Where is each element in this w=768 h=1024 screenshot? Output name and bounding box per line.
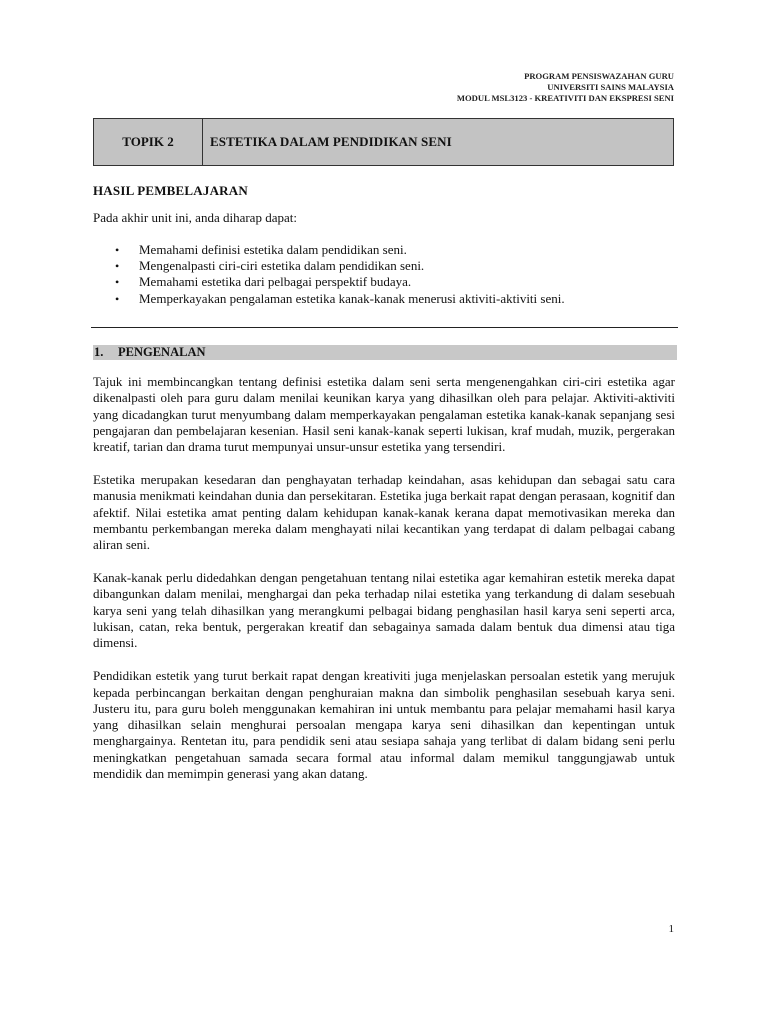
list-item bbox=[93, 258, 675, 274]
bullet-icon: • bbox=[115, 291, 120, 306]
bullet-icon: • bbox=[115, 243, 120, 257]
header-university: UNIVERSITI SAINS MALAYSIA bbox=[547, 82, 674, 92]
topic-label: TOPIK 2 bbox=[94, 119, 203, 165]
list-item bbox=[93, 274, 675, 290]
page-number: 1 bbox=[668, 923, 674, 935]
section-body bbox=[93, 374, 675, 799]
list-item-text: Memperkayakan pengalaman estetika kanak-kanak menerusi aktiviti-aktiviti seni. bbox=[139, 290, 565, 306]
learning-outcomes-list bbox=[93, 242, 675, 307]
header-module: MODUL MSL3123 - KREATIVITI DAN EKSPRESI SENI bbox=[456, 93, 674, 103]
section-title: PENGENALAN bbox=[118, 345, 206, 359]
learning-outcomes-intro: Pada akhir unit ini, anda diharap dapat: bbox=[93, 210, 297, 225]
body-paragraph: Pendidikan estetik yang turut berkait rapat dengan kreativiti juga menjelaskan persoalan estetik yang merujuk kepada perbincangan berkaitan dengan penghuraian makna dan simbolik penghasilan sesebuah karya seni. Justeru itu, para guru boleh menggunakan kemahiran ini untuk membantu para pelajar memahami hasil karya yang dihasilkan selain menghurai persoalan mengapa karya seni dihasilkan dan kepentingan untuk menghargainya. Rentetan itu, para pendidik seni atau sesiapa sahaja yang terlibat di dalam bidang seni perlu meningkatkan pengetahuan samada secara formal atau informal dalam memikul tanggungjawab untuk mendidik dan memimpin generasi yang akan datang. bbox=[93, 668, 675, 782]
header-program: PROGRAM PENSISWAZAHAN GURU bbox=[524, 71, 674, 81]
section-number: 1. bbox=[94, 345, 104, 359]
bullet-icon: • bbox=[115, 259, 120, 274]
list-item bbox=[93, 291, 675, 307]
body-paragraph: Tajuk ini membincangkan tentang definisi estetika dalam seni serta mengenengahkan ciri-ciri estetika agar dikenalpasti oleh para guru dalam menilai keunikan karya yang dihasilkan oleh para pelajar. Aktiviti-aktiviti yang dicadangkan turut menyumbang dalam memperkayakan pengalaman estetika kanak-kanak sepanjang sesi pengajaran dan pembelajaran kesenian. Hasil seni kanak-kanak seperti lukisan, kraf mudah, muzik, pergerakan kreatif, tarian dan drama turut mempunyai unsur-unsur estetika yang tersendiri. bbox=[93, 374, 675, 455]
list-item bbox=[93, 242, 675, 258]
list-item-text: Memahami estetika dari pelbagai perspektif budaya. bbox=[139, 274, 412, 290]
divider bbox=[91, 327, 678, 328]
bullet-icon: • bbox=[115, 275, 120, 290]
body-paragraph: Kanak-kanak perlu didedahkan dengan pengetahuan tentang nilai estetika agar kemahiran estetik mereka dapat dibangunkan dalam menilai, menghargai dan peka terhadap nilai estetika yang terkandung di dalam sesebuah karya seni yang telah dihasilkan yang merangkumi pelbagai bidang penghasilan hasil karya seni seperti arca, lukisan, catan, reka bentuk, pergerakan kreatif dan sebagainya samada dalam bentuk dua dimensi atau tiga dimensi. bbox=[93, 570, 675, 651]
section-heading-pengenalan bbox=[93, 345, 677, 360]
document-header bbox=[457, 71, 674, 104]
learning-outcomes-heading: HASIL PEMBELAJARAN bbox=[93, 183, 248, 198]
topic-title: ESTETIKA DALAM PENDIDIKAN SENI bbox=[210, 134, 452, 149]
list-item-text: Memahami definisi estetika dalam pendidikan seni. bbox=[139, 242, 407, 257]
body-paragraph: Estetika merupakan kesedaran dan penghayatan terhadap keindahan, asas kehidupan dan sebagai satu cara manusia menikmati keindahan dunia dan persekitaran. Estetika juga berkait rapat dengan perasaan, kognitif dan afektif. Nilai estetika amat penting dalam kehidupan kanak-kanak kerana dapat memotivasikan mereka dan membantu perkembangan mereka dalam menghayati nilai kecantikan yang terdapat di dalam pelbagai cabang aliran seni. bbox=[93, 472, 675, 553]
topic-banner bbox=[93, 118, 674, 166]
list-item-text: Mengenalpasti ciri-ciri estetika dalam pendidikan seni. bbox=[139, 258, 425, 274]
